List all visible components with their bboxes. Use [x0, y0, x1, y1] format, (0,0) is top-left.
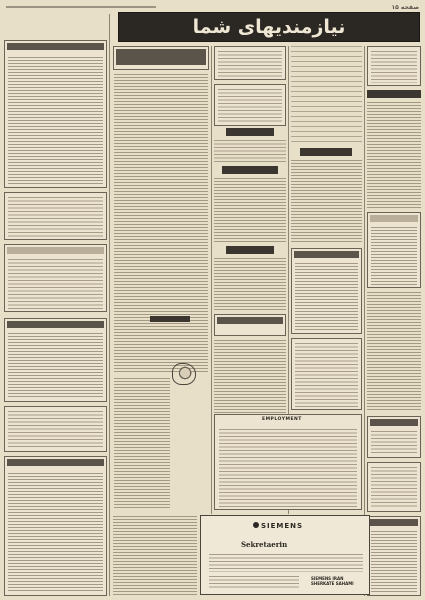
ad-body-text	[8, 333, 103, 399]
employment-ad	[214, 414, 362, 510]
dateline	[6, 6, 156, 8]
ad-heading-bar	[7, 321, 104, 328]
siemens-company	[311, 576, 354, 586]
ad-body-text	[295, 263, 358, 331]
employment-heading: EMPLOYMENT	[262, 417, 302, 422]
ad-body-text	[218, 51, 282, 77]
ad-body-text	[8, 197, 103, 237]
ad-body-text	[371, 431, 417, 455]
ad-body-text	[8, 411, 103, 449]
ad-block	[4, 244, 107, 312]
column-rule	[109, 14, 110, 596]
column-rule	[364, 46, 365, 596]
page-header	[6, 3, 419, 11]
ad-block	[4, 406, 107, 452]
ad-heading-bar	[7, 459, 104, 466]
ad-column-text	[214, 340, 286, 414]
page-number: صفحه ۱۵	[391, 3, 419, 11]
ad-heading-bar	[226, 128, 274, 136]
ad-block	[4, 192, 107, 240]
ad-body-text	[295, 343, 358, 407]
ad-body-text	[8, 259, 103, 309]
ad-column-text	[114, 378, 170, 510]
ad-heading-bar	[217, 317, 283, 324]
rooster-ad-image	[172, 363, 196, 385]
classifieds-banner: نیازمندیهای شما	[118, 12, 420, 42]
ad-column-text	[214, 258, 286, 310]
ad-block	[4, 456, 107, 596]
ad-heading-bar	[300, 148, 352, 156]
ad-column-text	[367, 102, 421, 208]
ad-heading-bar	[294, 251, 359, 258]
siemens-company-line-1: SIEMENS IRAN	[311, 576, 344, 581]
ad-block	[214, 46, 286, 80]
ad-body-text	[371, 227, 417, 285]
ad-column-text	[291, 160, 362, 244]
siemens-ad-text	[209, 554, 363, 572]
ad-column-text	[114, 74, 208, 374]
ad-block	[367, 516, 421, 596]
ad-block	[4, 40, 107, 188]
siemens-logo-icon	[253, 522, 259, 528]
ad-block	[214, 84, 286, 126]
ad-block	[291, 248, 362, 334]
ad-column-text	[214, 178, 286, 242]
ad-body-text	[371, 531, 417, 593]
ad-body-text	[371, 51, 417, 83]
ad-block	[113, 46, 209, 70]
ad-heading-bar	[222, 166, 278, 174]
ad-body-text	[371, 467, 417, 509]
ad-heading-bar	[150, 316, 190, 322]
ad-column-text	[291, 46, 362, 144]
siemens-heading: Sekretaerin	[241, 540, 288, 549]
ad-block	[367, 462, 421, 512]
ad-block	[214, 314, 286, 336]
ad-heading-bar	[370, 215, 418, 222]
ad-body-text	[218, 89, 282, 123]
siemens-brand: SIEMENS	[261, 522, 304, 530]
ad-block	[291, 338, 362, 410]
employment-ad-text	[219, 429, 357, 507]
ad-column-text	[214, 140, 286, 164]
ad-column-text	[367, 292, 421, 412]
ad-heading-bar	[116, 49, 206, 65]
ad-column-text	[113, 516, 197, 596]
column-rule	[211, 46, 212, 514]
siemens-ad	[200, 515, 370, 595]
ad-heading-bar	[370, 519, 418, 526]
ad-block	[367, 416, 421, 458]
ad-block	[367, 46, 421, 86]
siemens-company-line-2: SHERKATE SAHAMI	[311, 581, 354, 586]
ad-heading-bar	[370, 419, 418, 426]
ad-heading-bar	[226, 246, 274, 254]
ad-block	[4, 318, 107, 402]
ad-block	[367, 212, 421, 288]
ad-heading-bar	[7, 43, 104, 50]
siemens-address-text	[209, 576, 299, 590]
ad-body-text	[8, 473, 103, 593]
ad-body-text	[8, 57, 103, 185]
ad-heading-bar	[367, 90, 421, 98]
ad-heading-bar	[7, 247, 104, 254]
